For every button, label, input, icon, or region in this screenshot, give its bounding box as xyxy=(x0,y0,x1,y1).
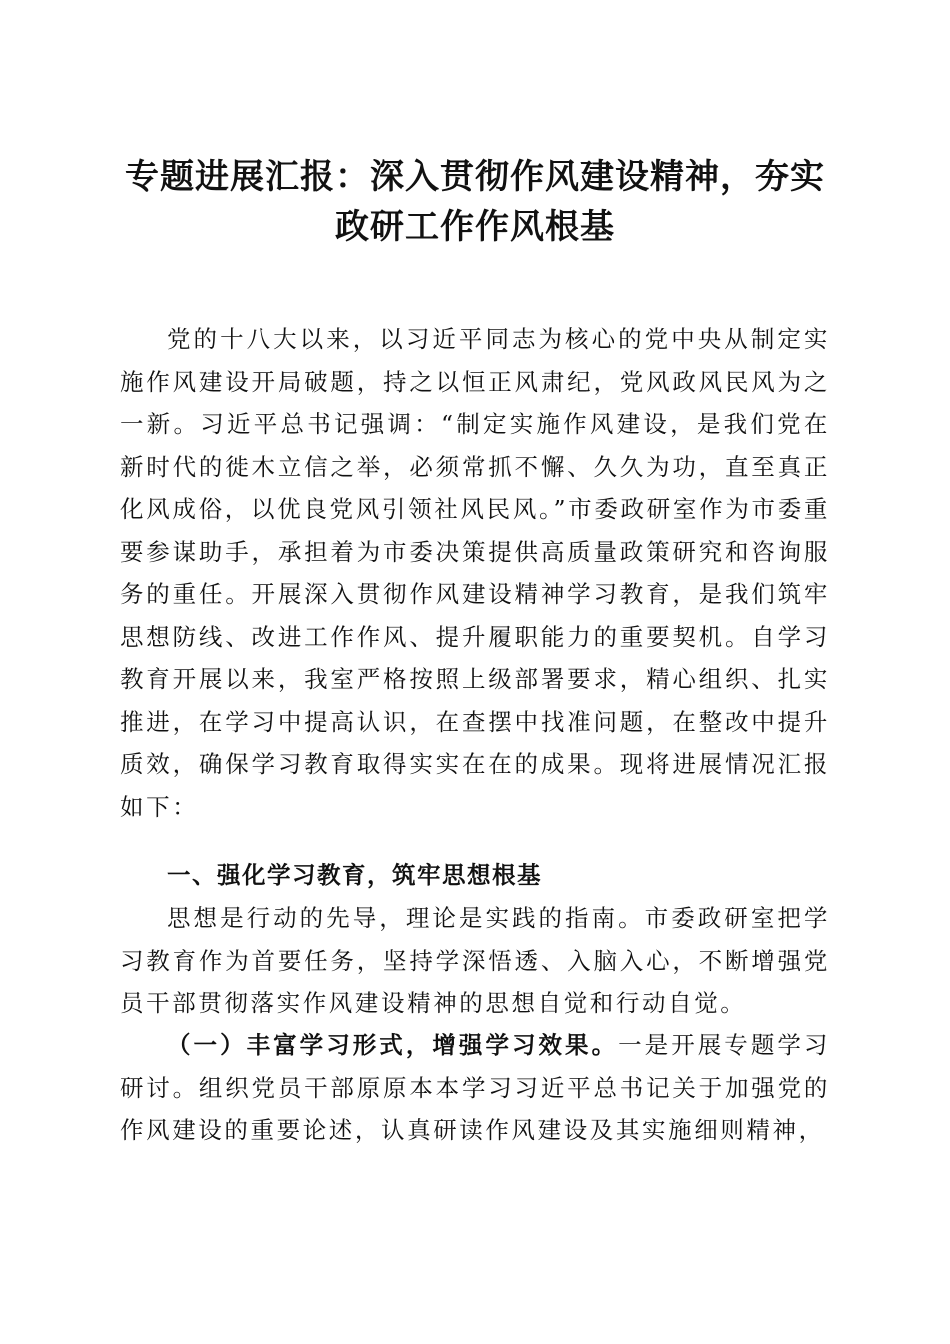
subsection-1-body: 一是开展专题学习研讨。组织党员干部原原本本学习习近平总书记关于加强党的作风建设的重要论述，认真研读作风建设及其实施细则精神， xyxy=(120,1031,830,1144)
subsection-1-lead: （一）丰富学习形式，增强学习效果。 xyxy=(167,1031,619,1059)
subsection-1-paragraph xyxy=(120,1024,830,1152)
title-line-1: 专题进展汇报：深入贯彻作风建设精神，夯实 xyxy=(125,157,825,197)
section-heading-1: 一、强化学习教育，筑牢思想根基 xyxy=(167,861,542,889)
document-title xyxy=(100,152,850,252)
title-line-2: 政研工作作风根基 xyxy=(335,207,615,247)
intro-paragraph: 党的十八大以来，以习近平同志为核心的党中央从制定实施作风建设开局破题，持之以恒正风肃纪，党风政风民风为之一新。习近平总书记强调：“制定实施作风建设，是我们党在新时代的徙木立信之举，必须常抓不懈、久久为功，直至真正化风成俗，以优良党风引领社风民风。”市委政研室作为市委重要参谋助手，承担着为市委决策提供高质量政策研究和咨询服务的重任。开展深入贯彻作风建设精神学习教育，是我们筑牢思想防线、改进工作作风、提升履职能力的重要契机。自学习教育开展以来，我室严格按照上级部署要求，精心组织、扎实推进，在学习中提高认识，在查摆中找准问题，在整改中提升质效，确保学习教育取得实实在在的成果。现将进展情况汇报如下： xyxy=(120,325,830,821)
section-1-paragraph: 思想是行动的先导，理论是实践的指南。市委政研室把学习教育作为首要任务，坚持学深悟透、入脑入心，不断增强党员干部贯彻落实作风建设精神的思想自觉和行动自觉。 xyxy=(120,904,830,1017)
